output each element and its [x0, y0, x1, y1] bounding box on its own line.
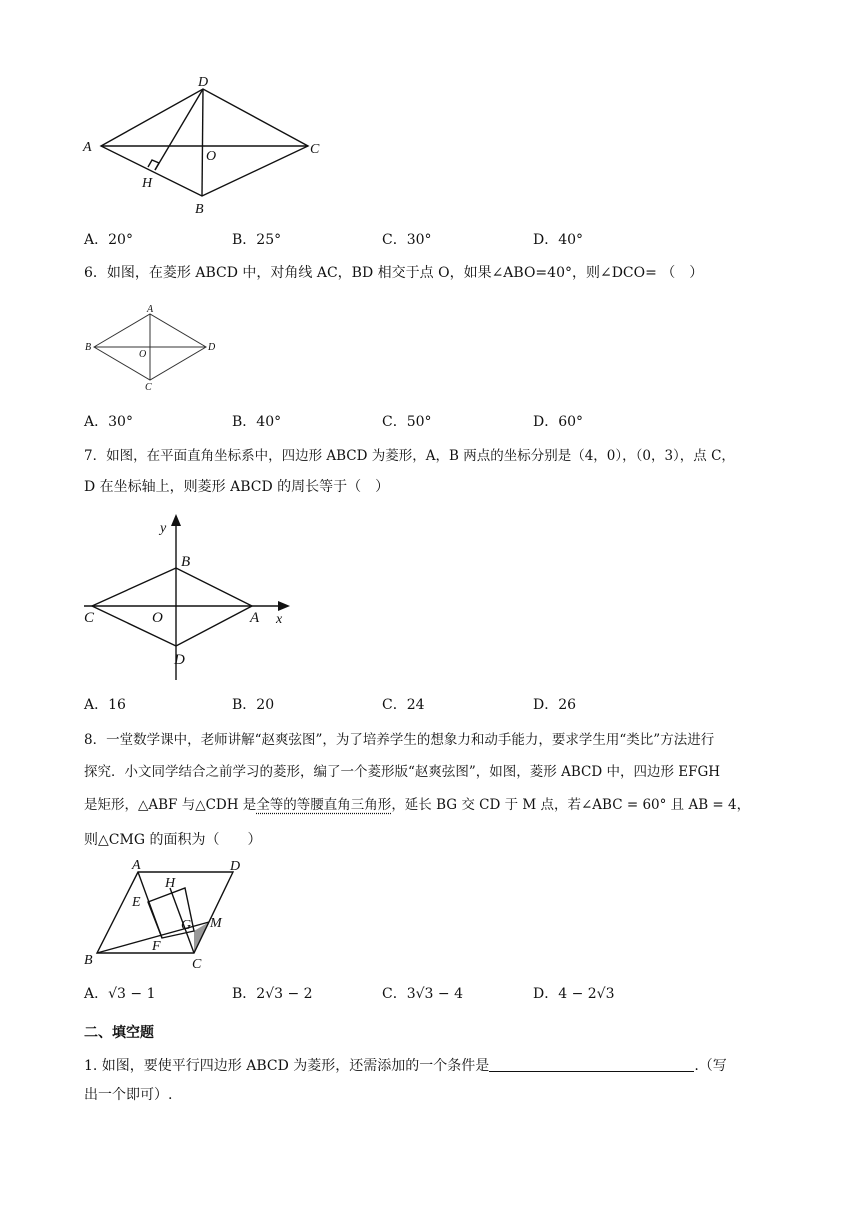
- option-value: 26: [558, 697, 577, 713]
- q8-label-h: H: [165, 876, 176, 891]
- option-label: A．: [84, 414, 109, 430]
- option-value: 25°: [256, 232, 282, 248]
- q6-option-d[interactable]: [533, 413, 583, 431]
- fill-q1-line2: 出一个即可）.: [84, 1087, 173, 1103]
- q7-question-line2: D 在坐标轴上，则菱形 ABCD 的周长等于（ ）: [84, 479, 390, 495]
- q8-zhao-shuang-figure: [80, 856, 250, 972]
- q7-option-d[interactable]: [533, 696, 576, 714]
- q8-question-line3: [84, 795, 750, 815]
- option-label: D．: [533, 414, 559, 430]
- q8-label-b: B: [84, 953, 93, 968]
- q5-label-h: H: [142, 176, 153, 191]
- option-value: 2√3 − 2: [256, 986, 313, 1002]
- option-value: 60°: [558, 414, 584, 430]
- q7-label-b: B: [181, 554, 191, 570]
- q7-option-c[interactable]: [382, 696, 425, 714]
- q7-label-c: C: [84, 610, 95, 626]
- option-label: B．: [232, 986, 257, 1002]
- option-value: 20: [256, 697, 275, 713]
- q5-option-d[interactable]: [533, 231, 583, 249]
- fill-q1-tail: .（写: [694, 1058, 727, 1074]
- q5-label-o: O: [206, 149, 217, 164]
- q8-emphasis: 全等的等腰直角三角形: [256, 797, 392, 813]
- q7-label-x: x: [276, 612, 283, 627]
- option-label: C．: [382, 414, 407, 430]
- q8-label-g: G: [181, 918, 192, 933]
- option-value: 16: [108, 697, 126, 713]
- q7-option-a[interactable]: [84, 696, 126, 714]
- q8-label-f: F: [152, 939, 161, 954]
- q8-label-a: A: [132, 858, 141, 873]
- q8-option-b[interactable]: [232, 985, 313, 1003]
- q7-label-o: O: [152, 610, 163, 626]
- option-label: D．: [533, 986, 559, 1002]
- option-value: 30°: [108, 414, 133, 430]
- q7-rhombus: [92, 568, 252, 646]
- option-value: 40°: [256, 414, 282, 430]
- q5-label-b: B: [195, 202, 204, 217]
- q8-label-c: C: [192, 957, 202, 972]
- option-label: C．: [382, 232, 407, 248]
- option-value: 20°: [108, 232, 133, 248]
- q8-question-line2: 探究．小文同学结合之前学习的菱形，编了一个菱形版“赵爽弦图”，如图，菱形 ABCD 中，四边形 EFGH: [84, 764, 721, 780]
- option-label: D．: [533, 697, 559, 713]
- q5-segment-dh: [155, 89, 203, 170]
- q6-option-b[interactable]: [232, 413, 281, 431]
- q5-label-a: A: [83, 140, 92, 155]
- q7-coordinate-figure: [80, 514, 300, 680]
- option-label: C．: [382, 697, 407, 713]
- option-label: A．: [84, 986, 109, 1002]
- q8-option-d[interactable]: [533, 985, 615, 1003]
- q6-label-o: O: [139, 349, 147, 360]
- q5-option-c[interactable]: [382, 231, 432, 249]
- q5-option-a[interactable]: [84, 231, 133, 249]
- option-label: B．: [232, 232, 257, 248]
- option-label: A．: [84, 232, 109, 248]
- option-value: 24: [406, 697, 425, 713]
- option-label: A．: [84, 697, 109, 713]
- q8-option-a[interactable]: [84, 985, 156, 1003]
- q5-rhombus: [101, 89, 308, 196]
- q6-label-c: C: [145, 382, 152, 392]
- q8-line3-start: 是矩形，△ABF 与△CDH 是: [84, 797, 257, 813]
- q8-label-e: E: [132, 895, 141, 910]
- section-heading: 二、填空题: [84, 1025, 154, 1041]
- q5-option-b[interactable]: [232, 231, 281, 249]
- q6-label-d: D: [208, 342, 216, 353]
- option-value: 30°: [406, 232, 432, 248]
- q8-option-c[interactable]: [382, 985, 463, 1003]
- fill-q1-line1: [84, 1056, 727, 1076]
- q6-option-a[interactable]: [84, 413, 133, 431]
- q7-option-b[interactable]: [232, 696, 274, 714]
- q6-label-b: B: [85, 342, 92, 353]
- q7-label-a: A: [250, 610, 260, 626]
- q6-question-text: 6．如图，在菱形 ABCD 中，对角线 AC，BD 相交于点 O，如果∠ABO=40°，则∠DCO= （ ）: [84, 265, 704, 281]
- option-label: C．: [382, 986, 407, 1002]
- q5-label-d: D: [198, 75, 209, 90]
- option-label: D．: [533, 232, 559, 248]
- option-label: B．: [232, 697, 257, 713]
- q5-label-c: C: [310, 142, 320, 157]
- fill-q1-text: 1. 如图，要使平行四边形 ABCD 为菱形，还需添加的一个条件是: [84, 1058, 490, 1074]
- option-value: √3 − 1: [108, 986, 156, 1002]
- q8-question-line1: 8．一堂数学课中，老师讲解“赵爽弦图”，为了培养学生的想象力和动手能力，要求学生用“类比”方法进行: [84, 732, 715, 748]
- y-axis-arrow-icon: [171, 514, 181, 526]
- q8-label-m: M: [210, 916, 222, 931]
- q6-option-c[interactable]: [382, 413, 432, 431]
- option-value: 40°: [558, 232, 584, 248]
- q8-question-line4: 则△CMG 的面积为（ ）: [84, 832, 262, 848]
- q5-right-angle-mark: [148, 160, 159, 170]
- q8-label-d: D: [230, 859, 241, 874]
- q5-diagonal-bd: [202, 89, 203, 196]
- q7-label-y: y: [160, 521, 167, 536]
- q5-rhombus-figure: [78, 74, 338, 219]
- option-value: 3√3 − 4: [406, 986, 463, 1002]
- q7-label-d: D: [174, 652, 185, 668]
- option-value: 50°: [406, 414, 432, 430]
- option-label: B．: [232, 414, 257, 430]
- x-axis-arrow-icon: [278, 601, 290, 611]
- q8-line3-end: ，延长 BG 交 CD 于 M 点，若∠ABC = 60° 且 AB = 4，: [391, 797, 751, 813]
- option-value: 4 − 2√3: [558, 986, 615, 1002]
- q6-label-a: A: [147, 304, 154, 315]
- q7-question-line1: 7．如图，在平面直角坐标系中，四边形 ABCD 为菱形，A，B 两点的坐标分别是（4，0），（0，3），点 C，: [84, 448, 735, 464]
- q6-rhombus-figure: [84, 302, 224, 392]
- answer-blank[interactable]: [489, 1057, 694, 1072]
